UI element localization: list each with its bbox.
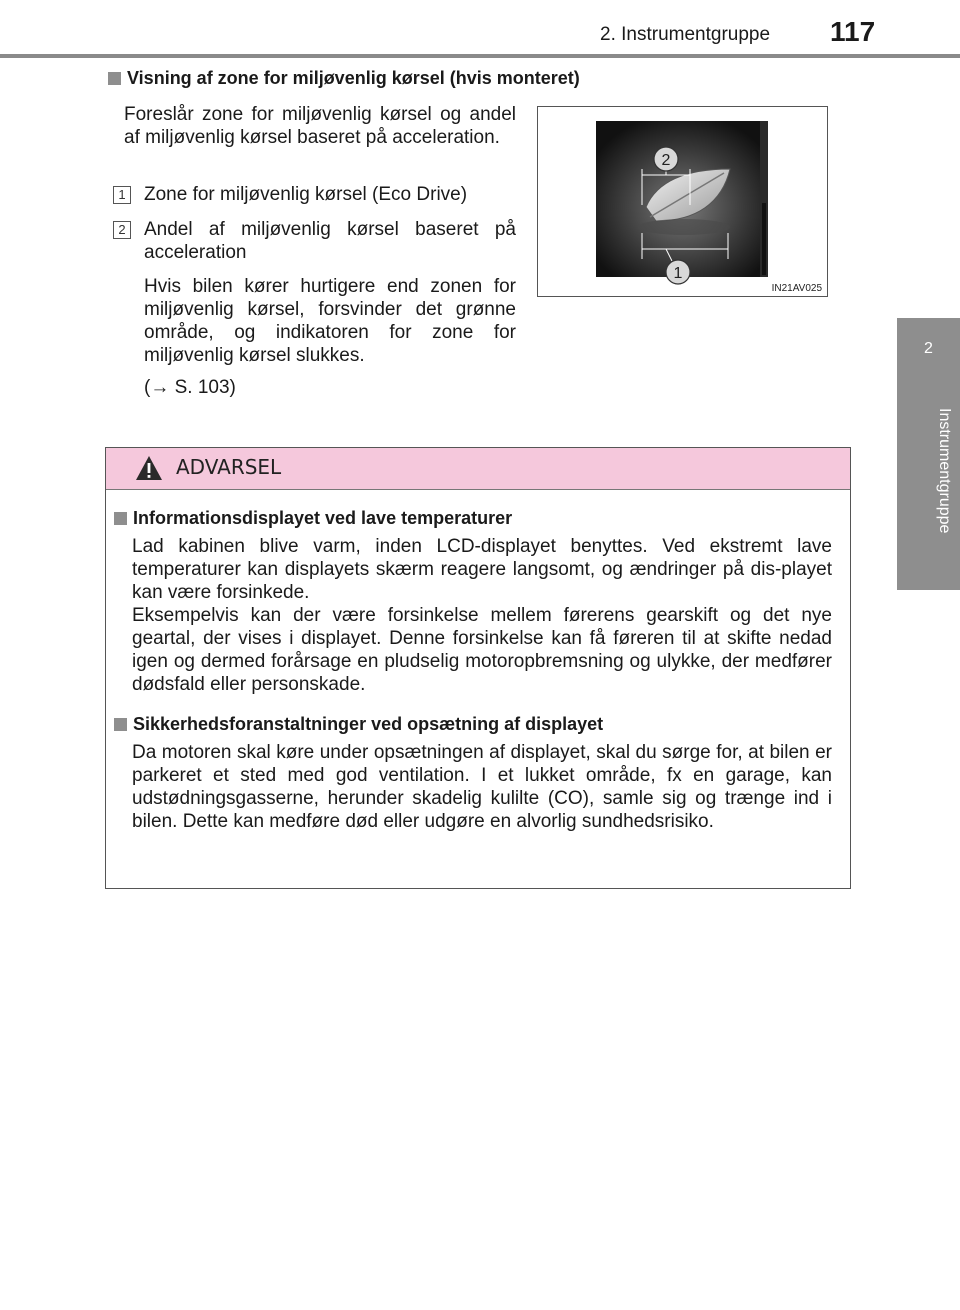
subtitle-bullet-icon xyxy=(114,512,127,525)
chapter-number: 2 xyxy=(924,340,933,357)
callout-1-label: 1 xyxy=(673,265,683,282)
warning-subtitle-text: Informationsdisplayet ved lave temperaturer xyxy=(133,508,513,528)
item-text: Andel af miljøvenlig kørsel baseret på acceleration xyxy=(144,219,516,263)
warning-subtitle-text: Sikkerhedsforanstaltninger ved opsætning af displayet xyxy=(133,714,604,734)
eco-zone-figure xyxy=(537,106,828,297)
warning-triangle-icon xyxy=(134,454,164,482)
warning-paragraph: Lad kabinen blive varm, inden LCD-displayet benyttes. Ved ekstremt lave temperaturer kan displayets skærm reagere langsomt, og ændringer på dis-playet kan være forsinkede. xyxy=(132,536,832,603)
list-item xyxy=(113,218,516,264)
header-divider xyxy=(0,54,960,58)
page-number: 117 xyxy=(830,16,876,47)
item-number-badge: 2 xyxy=(113,221,131,239)
warning-paragraph: Da motoren skal køre under opsætningen af displayet, skal du sørge for, at bilen er parkeret et sted med god ventilation. I et lukket område, fx en garage, kan udstødningsgasserne, herunder skadelig kulilte (CO), samle sig og trænge ind i bilen. Dette kan medføre død eller udgøre en alvorlig sundhedsrisiko. xyxy=(132,742,832,832)
warning-header xyxy=(106,448,850,490)
intro-paragraph: Foreslår zone for miljøvenlig kørsel og andel af miljøvenlig kørsel baseret på acceleration. xyxy=(124,104,516,148)
warning-heading: ADVARSEL xyxy=(176,455,282,479)
section-title xyxy=(108,68,580,89)
item-number-badge: 1 xyxy=(113,186,131,204)
section-bullet-icon xyxy=(108,72,121,85)
item-text: Zone for miljøvenlig kørsel (Eco Drive) xyxy=(144,184,468,205)
list-item xyxy=(113,183,516,206)
callout-2-label: 2 xyxy=(661,152,671,169)
warning-subtitle xyxy=(114,508,512,529)
warning-paragraph: Eksempelvis kan der være forsinkelse mellem førerens gearskift og det nye geartal, der vises i displayet. Denne forsinkelse kan få føreren til at skifte nedad igen og dermed forårsage en pludselig motoropbremsning og ulykke, der medfører dødsfald eller personskade. xyxy=(132,605,832,695)
chapter-side-tab xyxy=(897,318,960,590)
warning-box xyxy=(105,447,851,889)
subtitle-bullet-icon xyxy=(114,718,127,731)
header-title: 2. Instrumentgruppe xyxy=(600,24,771,45)
eco-display-illustration xyxy=(538,107,827,296)
note-paragraph-wrap xyxy=(113,275,516,367)
chapter-label: Instrumentgruppe xyxy=(936,408,953,534)
section-title-text: Visning af zone for miljøvenlig kørsel (hvis monteret) xyxy=(127,68,580,88)
figure-code: IN21AV025 xyxy=(771,283,822,294)
note-paragraph: Hvis bilen kører hurtigere end zonen for miljøvenlig kørsel, forsvinder det grønne område, og indikatoren for zone for miljøvenlig kørsel slukkes. xyxy=(144,276,516,366)
warning-subtitle xyxy=(114,714,603,735)
page-reference: (→ S. 103) xyxy=(144,377,236,398)
